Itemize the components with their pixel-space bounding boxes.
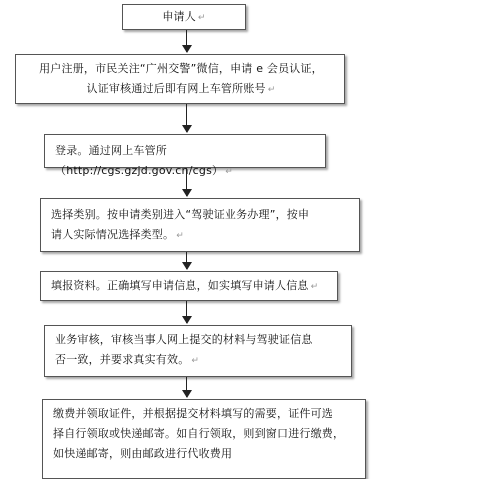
step-text-line1: 缴费并领取证件，并根据提交材料填写的需要，证件可选 — [53, 407, 333, 420]
step-text-line2: 认证审核通过后即有网上车管所账号 — [86, 82, 266, 95]
step-text-line1: 业务审核，审核当事人网上提交的材料与驾驶证信息 — [55, 333, 313, 346]
flow-arrow — [186, 252, 187, 269]
flow-arrow — [186, 30, 187, 52]
flow-step-review — [44, 325, 352, 377]
paragraph-mark-icon: ↵ — [225, 167, 233, 177]
step-text: 申请人 — [162, 10, 196, 23]
flow-step-fill-info — [40, 271, 338, 301]
paragraph-mark-icon: ↵ — [267, 85, 276, 95]
step-text: 填报资料。正确填写申请信息，如实填写申请人信息 — [51, 279, 309, 292]
paragraph-mark-icon: ↵ — [197, 13, 206, 23]
step-text-line2: 请人实际情况选择类型。 — [51, 228, 175, 241]
flow-arrow — [186, 104, 187, 132]
flow-arrow — [186, 377, 187, 397]
flow-step-applicant — [122, 4, 246, 30]
flow-step-select-category — [40, 198, 360, 252]
paragraph-mark-icon: ↵ — [310, 282, 319, 292]
step-text-line3: 如快递邮寄，则由邮政进行代收费用 — [53, 447, 233, 460]
step-text-line1: 选择类别。按申请类别进入“驾驶证业务办理”，按申 — [51, 208, 310, 221]
paragraph-mark-icon: ↵ — [191, 356, 200, 366]
step-text: 登录。通过网上车管所（http://cgs.gzjd.gov.cn/cgs） — [55, 144, 224, 177]
step-text-line2: 否一致，并要求真实有效。 — [55, 353, 190, 366]
flow-step-payment-pickup — [42, 399, 366, 479]
step-text-line2: 择自行领取或快递邮寄。如自行领取，则到窗口进行缴费， — [53, 427, 345, 440]
flow-arrow — [186, 168, 187, 196]
step-text-line1: 用户注册，市民关注“广州交警”微信，申请 e 会员认证， — [39, 62, 323, 75]
flow-step-login — [44, 134, 326, 177]
flow-step-register — [15, 54, 345, 104]
paragraph-mark-icon: ↵ — [176, 231, 184, 241]
flow-arrow — [186, 301, 187, 323]
